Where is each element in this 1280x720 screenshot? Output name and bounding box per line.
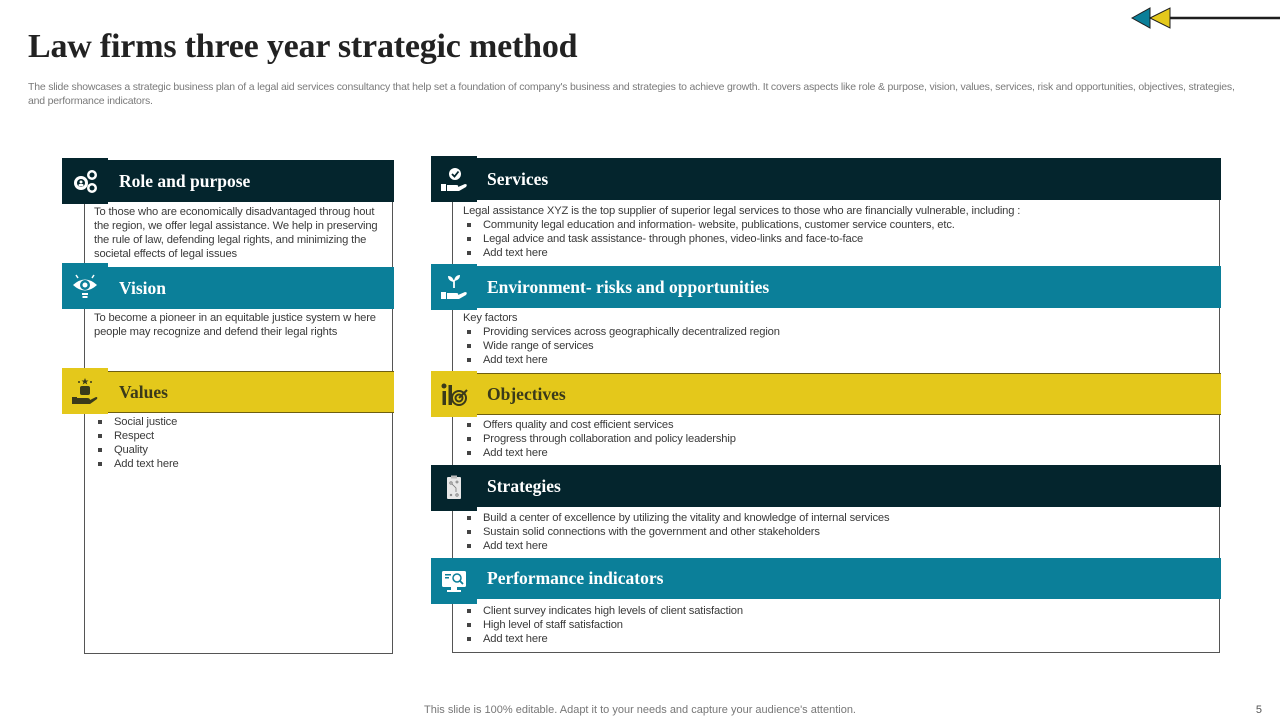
objectives-item: Offers quality and cost efficient services [463, 418, 1203, 432]
gears-people-icon [62, 158, 108, 204]
services-list [463, 218, 1203, 260]
eye-bulb-icon [62, 263, 108, 309]
slide-subtitle: The slide showcases a strategic business plan of a legal aid services consultancy that help set a foundation of company's business and strategies to achieve growth. It covers aspects like role & purpose, vision, values, services, risk and opportunities, objectives, strategies, and performance indicators. [28, 81, 1235, 107]
strategies-item: Sustain solid connections with the government and other stakeholders [463, 525, 1203, 539]
footer-note: This slide is 100% editable. Adapt it to your needs and capture your audience's attention. [424, 704, 856, 716]
strategies-header [475, 465, 1221, 507]
environment-body [463, 311, 1203, 367]
vision-title: Vision [119, 277, 167, 298]
left-panel [84, 160, 393, 654]
values-item: Add text here [94, 457, 386, 471]
hand-gear-check-icon [431, 156, 477, 202]
services-item: Add text here [463, 246, 1203, 260]
page-number: 5 [1255, 704, 1262, 716]
performance-item: Client survey indicates high levels of client satisfaction [463, 604, 1203, 618]
services-header [475, 158, 1221, 200]
objectives-item: Progress through collaboration and policy leadership [463, 432, 1203, 446]
values-item: Quality [94, 443, 386, 457]
environment-list [463, 325, 1203, 367]
environment-title: Environment- risks and opportunities [487, 276, 770, 297]
right-panel [452, 158, 1220, 653]
performance-item: High level of staff satisfaction [463, 618, 1203, 632]
hand-stars-icon [62, 368, 108, 414]
performance-item: Add text here [463, 632, 1203, 646]
strategies-item: Add text here [463, 539, 1203, 553]
strategies-item: Build a center of excellence by utilizing the vitality and knowledge of internal services [463, 511, 1203, 525]
vision-header [107, 267, 394, 309]
values-item: Respect [94, 429, 386, 443]
slide-title: Law firms three year strategic method [28, 28, 578, 65]
values-title: Values [119, 381, 168, 402]
monitor-search-icon [431, 558, 477, 604]
role-purpose-header [107, 160, 394, 202]
chart-target-icon [431, 371, 477, 417]
objectives-item: Add text here [463, 446, 1203, 460]
performance-header [475, 558, 1221, 599]
services-item: Legal advice and task assistance- through phones, video-links and face-to-face [463, 232, 1203, 246]
role-purpose-title: Role and purpose [119, 170, 251, 191]
performance-list [463, 604, 1203, 646]
objectives-list [463, 418, 1203, 460]
values-header [107, 371, 394, 413]
vision-text: To become a pioneer in an equitable justice system w here people may recognize and defend their legal rights [94, 312, 376, 338]
services-title: Services [487, 168, 549, 189]
objectives-title: Objectives [487, 383, 566, 404]
services-item: Community legal education and information- website, publications, customer service counters, etc. [463, 218, 1203, 232]
role-purpose-text: To those who are economically disadvantaged throug hout the region, we offer legal assistance. We help in preserving the rule of law, defending legal rights, and minimizing the societal effects of legal issues [94, 206, 378, 260]
environment-item: Wide range of services [463, 339, 1203, 353]
values-list [94, 415, 386, 471]
decorative-arrow-icon [1110, 5, 1280, 31]
services-intro: Legal assistance XYZ is the top supplier of superior legal services to those who are financially vulnerable, including : [463, 205, 1021, 217]
performance-title: Performance indicators [487, 568, 664, 588]
objectives-header [475, 373, 1221, 415]
clipboard-plan-icon [431, 465, 477, 511]
environment-header [475, 266, 1221, 308]
strategies-title: Strategies [487, 475, 561, 496]
environment-item: Add text here [463, 353, 1203, 367]
environment-item: Providing services across geographically decentralized region [463, 325, 1203, 339]
environment-intro: Key factors [463, 312, 518, 324]
services-body [463, 204, 1203, 260]
strategies-list [463, 511, 1203, 553]
hand-plant-icon [431, 264, 477, 310]
values-item: Social justice [94, 415, 386, 429]
